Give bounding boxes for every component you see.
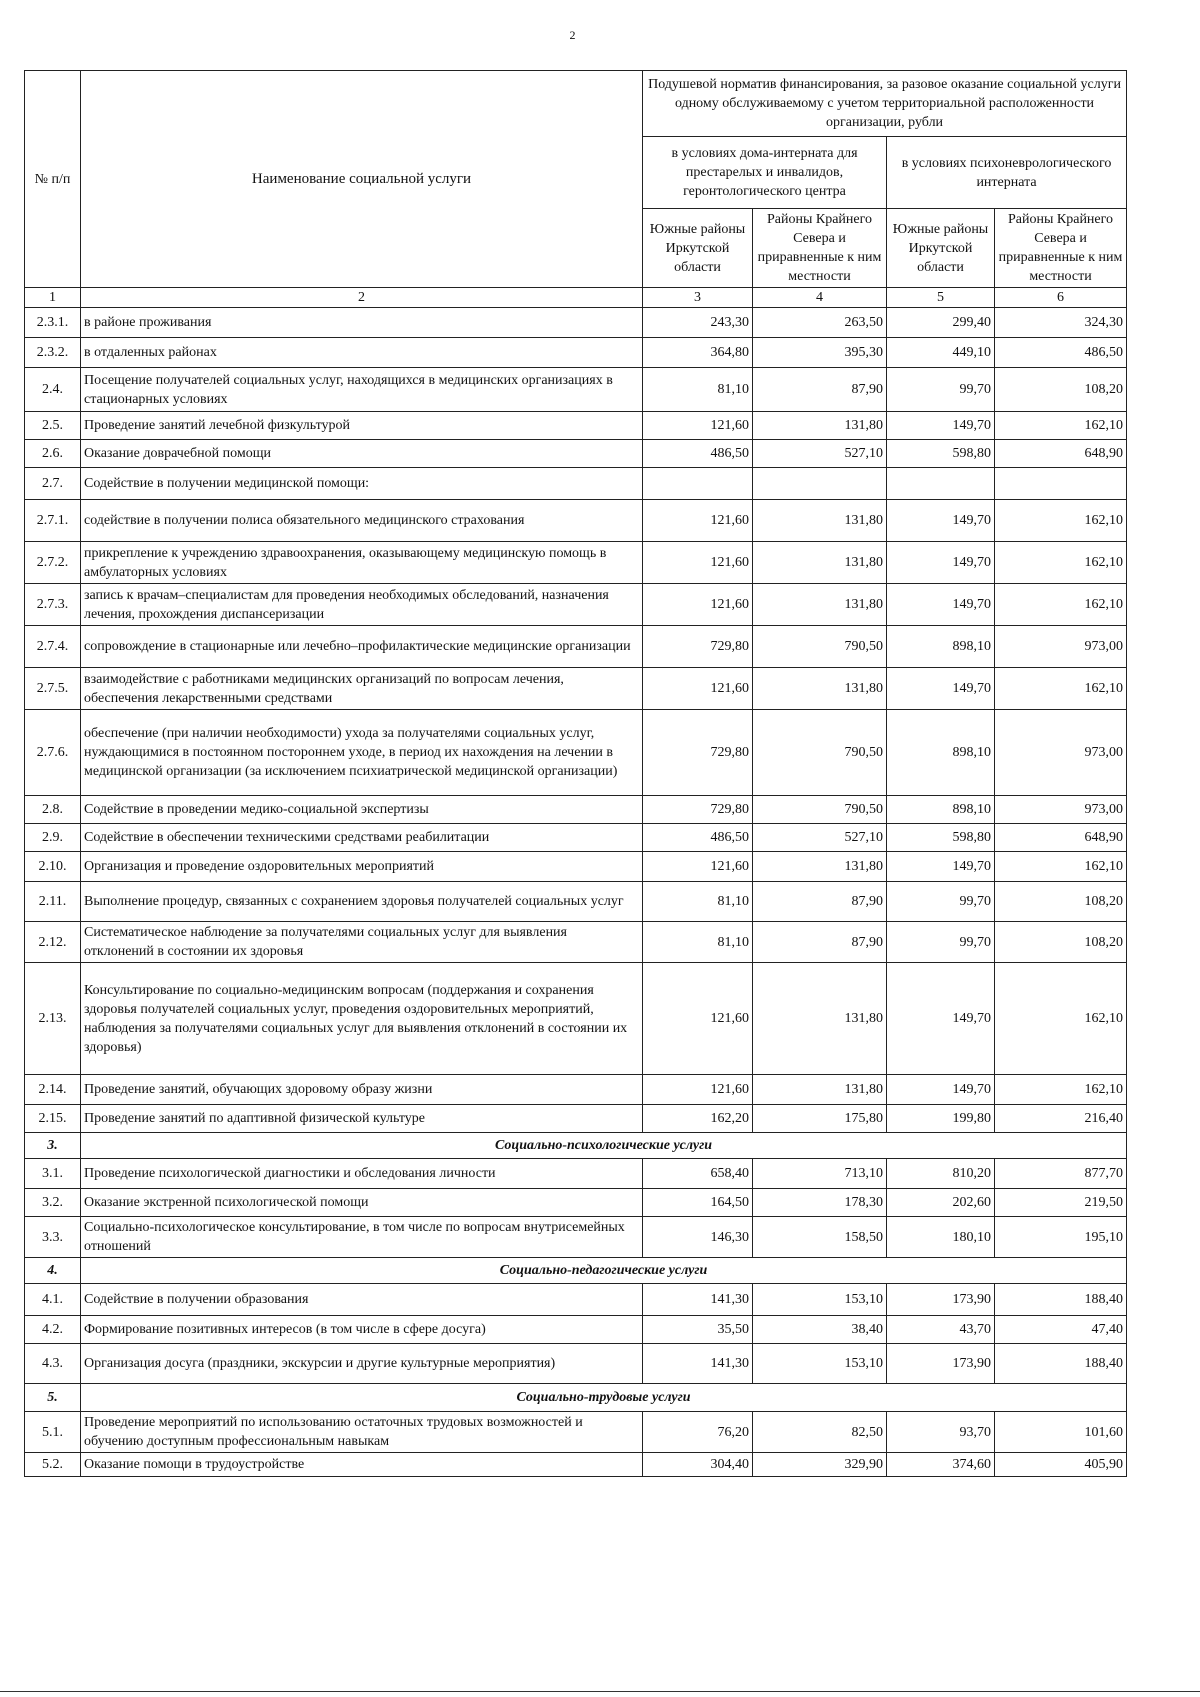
value-south-pni: 149,70	[887, 963, 995, 1075]
service-name: Содействие в обеспечении техническими средствами реабилитации	[81, 824, 643, 852]
value-south-pni: 898,10	[887, 626, 995, 668]
section-title: Социально-психологические услуги	[81, 1133, 1127, 1159]
table-row	[25, 1075, 1127, 1105]
value-north-home: 131,80	[753, 542, 887, 584]
table-row	[25, 963, 1127, 1075]
table-row	[25, 468, 1127, 500]
value-north-home: 131,80	[753, 668, 887, 710]
value-south-pni: 149,70	[887, 1075, 995, 1105]
value-south-home: 658,40	[643, 1159, 753, 1189]
col-num-header: № п/п	[25, 71, 81, 288]
value-north-home: 713,10	[753, 1159, 887, 1189]
value-north-home: 175,80	[753, 1105, 887, 1133]
row-number: 5.1.	[25, 1412, 81, 1453]
value-north-pni: 188,40	[995, 1344, 1127, 1384]
value-south-pni: 898,10	[887, 710, 995, 796]
value-north-pni: 162,10	[995, 542, 1127, 584]
value-south-pni: 173,90	[887, 1344, 995, 1384]
value-north-home: 87,90	[753, 368, 887, 412]
value-south-home: 486,50	[643, 440, 753, 468]
table-row	[25, 440, 1127, 468]
service-name: Организация досуга (праздники, экскурсии и другие культурные мероприятия)	[81, 1344, 643, 1384]
value-south-pni: 180,10	[887, 1217, 995, 1258]
table-row	[25, 668, 1127, 710]
value-south-pni: 99,70	[887, 368, 995, 412]
row-number: 2.5.	[25, 412, 81, 440]
row-number: 4.2.	[25, 1316, 81, 1344]
value-south-pni: 299,40	[887, 308, 995, 338]
value-south-home: 121,60	[643, 1075, 753, 1105]
value-north-pni: 108,20	[995, 922, 1127, 963]
service-name: обеспечение (при наличии необходимости) ухода за получателями социальных услуг, нуждающимися в постоянном постороннем уходе, в период их нахождения на лечении в медицинской организации (за исключением психиатрической медицинской организации)	[81, 710, 643, 796]
service-name: Консультирование по социально-медицинским вопросам (поддержания и сохранения здоровья получателей социальных услуг, проведения оздоровительных мероприятий, наблюдения за получателями социальных услуг для выявления отклонений в состоянии их здоровья)	[81, 963, 643, 1075]
service-name: Социально-психологическое консультирование, в том числе по вопросам внутрисемейных отношений	[81, 1217, 643, 1258]
value-south-pni: 149,70	[887, 542, 995, 584]
value-south-pni: 149,70	[887, 412, 995, 440]
row-number: 4.1.	[25, 1284, 81, 1316]
value-north-pni: 162,10	[995, 500, 1127, 542]
service-name: Проведение мероприятий по использованию остаточных трудовых возможностей и обучению доступным профессиональным навыкам	[81, 1412, 643, 1453]
table-row	[25, 796, 1127, 824]
value-south-pni: 43,70	[887, 1316, 995, 1344]
value-south-home: 121,60	[643, 412, 753, 440]
value-north-home: 38,40	[753, 1316, 887, 1344]
value-south-pni: 202,60	[887, 1189, 995, 1217]
table-row	[25, 1284, 1127, 1316]
table-row	[25, 308, 1127, 338]
table-row	[25, 1316, 1127, 1344]
column-number: 6	[995, 288, 1127, 308]
value-north-pni: 162,10	[995, 584, 1127, 626]
row-number: 2.4.	[25, 368, 81, 412]
value-north-pni: 162,10	[995, 852, 1127, 882]
value-north-pni: 973,00	[995, 710, 1127, 796]
service-name: содействие в получении полиса обязательного медицинского страхования	[81, 500, 643, 542]
row-number: 2.11.	[25, 882, 81, 922]
value-south-home: 304,40	[643, 1453, 753, 1477]
value-north-home: 131,80	[753, 500, 887, 542]
value-north-home: 131,80	[753, 1075, 887, 1105]
value-south-home: 162,20	[643, 1105, 753, 1133]
value-south-pni: 449,10	[887, 338, 995, 368]
south-header: Южные районы Иркутской области	[887, 209, 995, 288]
value-north-home: 131,80	[753, 852, 887, 882]
table-row	[25, 1105, 1127, 1133]
value-south-pni: 598,80	[887, 824, 995, 852]
row-number: 2.14.	[25, 1075, 81, 1105]
table-row	[25, 500, 1127, 542]
row-number: 2.7.1.	[25, 500, 81, 542]
service-name: запись к врачам–специалистам для проведения необходимых обследований, назначения лечения, прохождения диспансеризации	[81, 584, 643, 626]
value-north-home: 790,50	[753, 710, 887, 796]
value-south-home: 81,10	[643, 922, 753, 963]
funding-group-header: Подушевой норматив финансирования, за разовое оказание социальной услуги одному обслуживаемому с учетом территориальной расположенности организации, рубли	[643, 71, 1127, 137]
table-row	[25, 584, 1127, 626]
section-number: 4.	[25, 1258, 81, 1284]
value-north-pni: 162,10	[995, 963, 1127, 1075]
value-north-home	[753, 468, 887, 500]
value-south-pni: 93,70	[887, 1412, 995, 1453]
value-north-home: 790,50	[753, 796, 887, 824]
value-south-home: 121,60	[643, 852, 753, 882]
value-north-pni: 973,00	[995, 796, 1127, 824]
value-south-home: 486,50	[643, 824, 753, 852]
value-north-home: 131,80	[753, 963, 887, 1075]
row-number: 2.7.	[25, 468, 81, 500]
value-south-pni: 149,70	[887, 500, 995, 542]
row-number: 2.12.	[25, 922, 81, 963]
table-row	[25, 710, 1127, 796]
row-number: 5.2.	[25, 1453, 81, 1477]
value-north-home: 82,50	[753, 1412, 887, 1453]
value-south-home: 729,80	[643, 796, 753, 824]
subgroup-boarding-home-header: в условиях дома-интерната для престарелых и инвалидов, геронтологического центра	[643, 137, 887, 209]
service-name: Систематическое наблюдение за получателями социальных услуг для выявления отклонений в состоянии их здоровья	[81, 922, 643, 963]
row-number: 3.1.	[25, 1159, 81, 1189]
row-number: 2.6.	[25, 440, 81, 468]
service-name: Содействие в получении образования	[81, 1284, 643, 1316]
value-north-home: 527,10	[753, 440, 887, 468]
row-number: 2.9.	[25, 824, 81, 852]
value-north-home: 153,10	[753, 1284, 887, 1316]
value-north-pni: 324,30	[995, 308, 1127, 338]
south-header: Южные районы Иркутской области	[643, 209, 753, 288]
value-north-pni	[995, 468, 1127, 500]
value-north-home: 131,80	[753, 584, 887, 626]
value-north-home: 263,50	[753, 308, 887, 338]
row-number: 2.7.6.	[25, 710, 81, 796]
value-north-pni: 648,90	[995, 440, 1127, 468]
table-row	[25, 1412, 1127, 1453]
value-north-pni: 162,10	[995, 1075, 1127, 1105]
value-south-pni: 810,20	[887, 1159, 995, 1189]
table-body	[25, 308, 1127, 1477]
value-south-home: 121,60	[643, 668, 753, 710]
service-name: прикрепление к учреждению здравоохранения, оказывающему медицинскую помощь в амбулаторных условиях	[81, 542, 643, 584]
value-north-pni: 648,90	[995, 824, 1127, 852]
service-name: Посещение получателей социальных услуг, находящихся в медицинских организациях в стационарных условиях	[81, 368, 643, 412]
value-south-pni: 149,70	[887, 668, 995, 710]
table-row	[25, 1189, 1127, 1217]
value-south-pni: 99,70	[887, 882, 995, 922]
page-bottom-rule	[0, 1691, 1200, 1692]
service-name: Проведение занятий по адаптивной физической культуре	[81, 1105, 643, 1133]
row-number: 3.3.	[25, 1217, 81, 1258]
service-name: Оказание помощи в трудоустройстве	[81, 1453, 643, 1477]
value-south-home: 141,30	[643, 1284, 753, 1316]
value-north-home: 527,10	[753, 824, 887, 852]
value-north-pni: 973,00	[995, 626, 1127, 668]
value-south-home: 121,60	[643, 584, 753, 626]
north-header: Районы Крайнего Севера и приравненные к ним местности	[995, 209, 1127, 288]
table-row	[25, 882, 1127, 922]
table-row	[25, 368, 1127, 412]
column-number: 2	[81, 288, 643, 308]
value-south-home: 146,30	[643, 1217, 753, 1258]
table-row	[25, 922, 1127, 963]
row-number: 2.3.2.	[25, 338, 81, 368]
value-north-pni: 195,10	[995, 1217, 1127, 1258]
value-south-home	[643, 468, 753, 500]
value-south-pni: 149,70	[887, 584, 995, 626]
value-north-pni: 877,70	[995, 1159, 1127, 1189]
value-north-home: 158,50	[753, 1217, 887, 1258]
service-name: Выполнение процедур, связанных с сохранением здоровья получателей социальных услуг	[81, 882, 643, 922]
row-number: 4.3.	[25, 1344, 81, 1384]
service-name: Оказание доврачебной помощи	[81, 440, 643, 468]
value-south-home: 76,20	[643, 1412, 753, 1453]
section-title: Социально-педагогические услуги	[81, 1258, 1127, 1284]
table-row	[25, 412, 1127, 440]
value-south-home: 164,50	[643, 1189, 753, 1217]
service-name: Организация и проведение оздоровительных мероприятий	[81, 852, 643, 882]
row-number: 3.2.	[25, 1189, 81, 1217]
service-name: Оказание экстренной психологической помощи	[81, 1189, 643, 1217]
section-title: Социально-трудовые услуги	[81, 1384, 1127, 1412]
row-number: 2.7.5.	[25, 668, 81, 710]
table-row	[25, 338, 1127, 368]
value-south-home: 364,80	[643, 338, 753, 368]
column-number: 3	[643, 288, 753, 308]
value-south-pni: 99,70	[887, 922, 995, 963]
value-north-home: 87,90	[753, 922, 887, 963]
row-number: 2.8.	[25, 796, 81, 824]
table-row	[25, 1344, 1127, 1384]
service-name: в районе проживания	[81, 308, 643, 338]
row-number: 2.7.2.	[25, 542, 81, 584]
value-south-pni: 173,90	[887, 1284, 995, 1316]
value-south-pni: 199,80	[887, 1105, 995, 1133]
value-south-home: 35,50	[643, 1316, 753, 1344]
value-north-home: 131,80	[753, 412, 887, 440]
table-row	[25, 852, 1127, 882]
value-south-home: 121,60	[643, 542, 753, 584]
value-north-home: 329,90	[753, 1453, 887, 1477]
service-name: в отдаленных районах	[81, 338, 643, 368]
row-number: 2.15.	[25, 1105, 81, 1133]
value-north-home: 178,30	[753, 1189, 887, 1217]
col-name-header: Наименование социальной услуги	[81, 71, 643, 288]
value-north-pni: 188,40	[995, 1284, 1127, 1316]
value-north-pni: 216,40	[995, 1105, 1127, 1133]
row-number: 2.13.	[25, 963, 81, 1075]
value-north-home: 153,10	[753, 1344, 887, 1384]
service-name: Содействие в проведении медико-социальной экспертизы	[81, 796, 643, 824]
value-south-home: 729,80	[643, 626, 753, 668]
page-number: 2	[569, 28, 576, 42]
table-row	[25, 542, 1127, 584]
service-name: Содействие в получении медицинской помощи:	[81, 468, 643, 500]
table-row	[25, 1453, 1127, 1477]
value-south-home: 121,60	[643, 963, 753, 1075]
table-row	[25, 1217, 1127, 1258]
value-north-home: 395,30	[753, 338, 887, 368]
service-name: Проведение психологической диагностики и обследования личности	[81, 1159, 643, 1189]
value-north-pni: 162,10	[995, 668, 1127, 710]
row-number: 2.7.3.	[25, 584, 81, 626]
value-south-pni: 374,60	[887, 1453, 995, 1477]
value-north-pni: 405,90	[995, 1453, 1127, 1477]
subgroup-psychoneuro-header: в условиях психоневрологического интерната	[887, 137, 1127, 209]
section-number: 3.	[25, 1133, 81, 1159]
column-number: 5	[887, 288, 995, 308]
value-north-home: 790,50	[753, 626, 887, 668]
value-south-home: 141,30	[643, 1344, 753, 1384]
value-south-home: 81,10	[643, 368, 753, 412]
section-row	[25, 1258, 1127, 1284]
value-south-home: 243,30	[643, 308, 753, 338]
value-south-home: 121,60	[643, 500, 753, 542]
section-number: 5.	[25, 1384, 81, 1412]
section-row	[25, 1133, 1127, 1159]
service-name: взаимодействие с работниками медицинских организаций по вопросам лечения, обеспечения лекарственными средствами	[81, 668, 643, 710]
row-number: 2.3.1.	[25, 308, 81, 338]
column-number: 1	[25, 288, 81, 308]
table-row	[25, 626, 1127, 668]
value-south-pni: 898,10	[887, 796, 995, 824]
table-row	[25, 824, 1127, 852]
value-south-home: 81,10	[643, 882, 753, 922]
value-north-pni: 108,20	[995, 368, 1127, 412]
value-south-pni: 149,70	[887, 852, 995, 882]
value-north-pni: 219,50	[995, 1189, 1127, 1217]
service-name: Проведение занятий лечебной физкультурой	[81, 412, 643, 440]
row-number: 2.7.4.	[25, 626, 81, 668]
value-south-home: 729,80	[643, 710, 753, 796]
value-north-pni: 162,10	[995, 412, 1127, 440]
value-north-home: 87,90	[753, 882, 887, 922]
service-name: сопровождение в стационарные или лечебно–профилактические медицинские организации	[81, 626, 643, 668]
row-number: 2.10.	[25, 852, 81, 882]
service-name: Проведение занятий, обучающих здоровому образу жизни	[81, 1075, 643, 1105]
value-south-pni	[887, 468, 995, 500]
table-header	[25, 71, 1127, 308]
value-north-pni: 101,60	[995, 1412, 1127, 1453]
value-north-pni: 47,40	[995, 1316, 1127, 1344]
service-name: Формирование позитивных интересов (в том числе в сфере досуга)	[81, 1316, 643, 1344]
column-number: 4	[753, 288, 887, 308]
services-table	[24, 70, 1127, 1477]
value-north-pni: 486,50	[995, 338, 1127, 368]
value-north-pni: 108,20	[995, 882, 1127, 922]
section-row	[25, 1384, 1127, 1412]
value-south-pni: 598,80	[887, 440, 995, 468]
table-row	[25, 1159, 1127, 1189]
north-header: Районы Крайнего Севера и приравненные к ним местности	[753, 209, 887, 288]
